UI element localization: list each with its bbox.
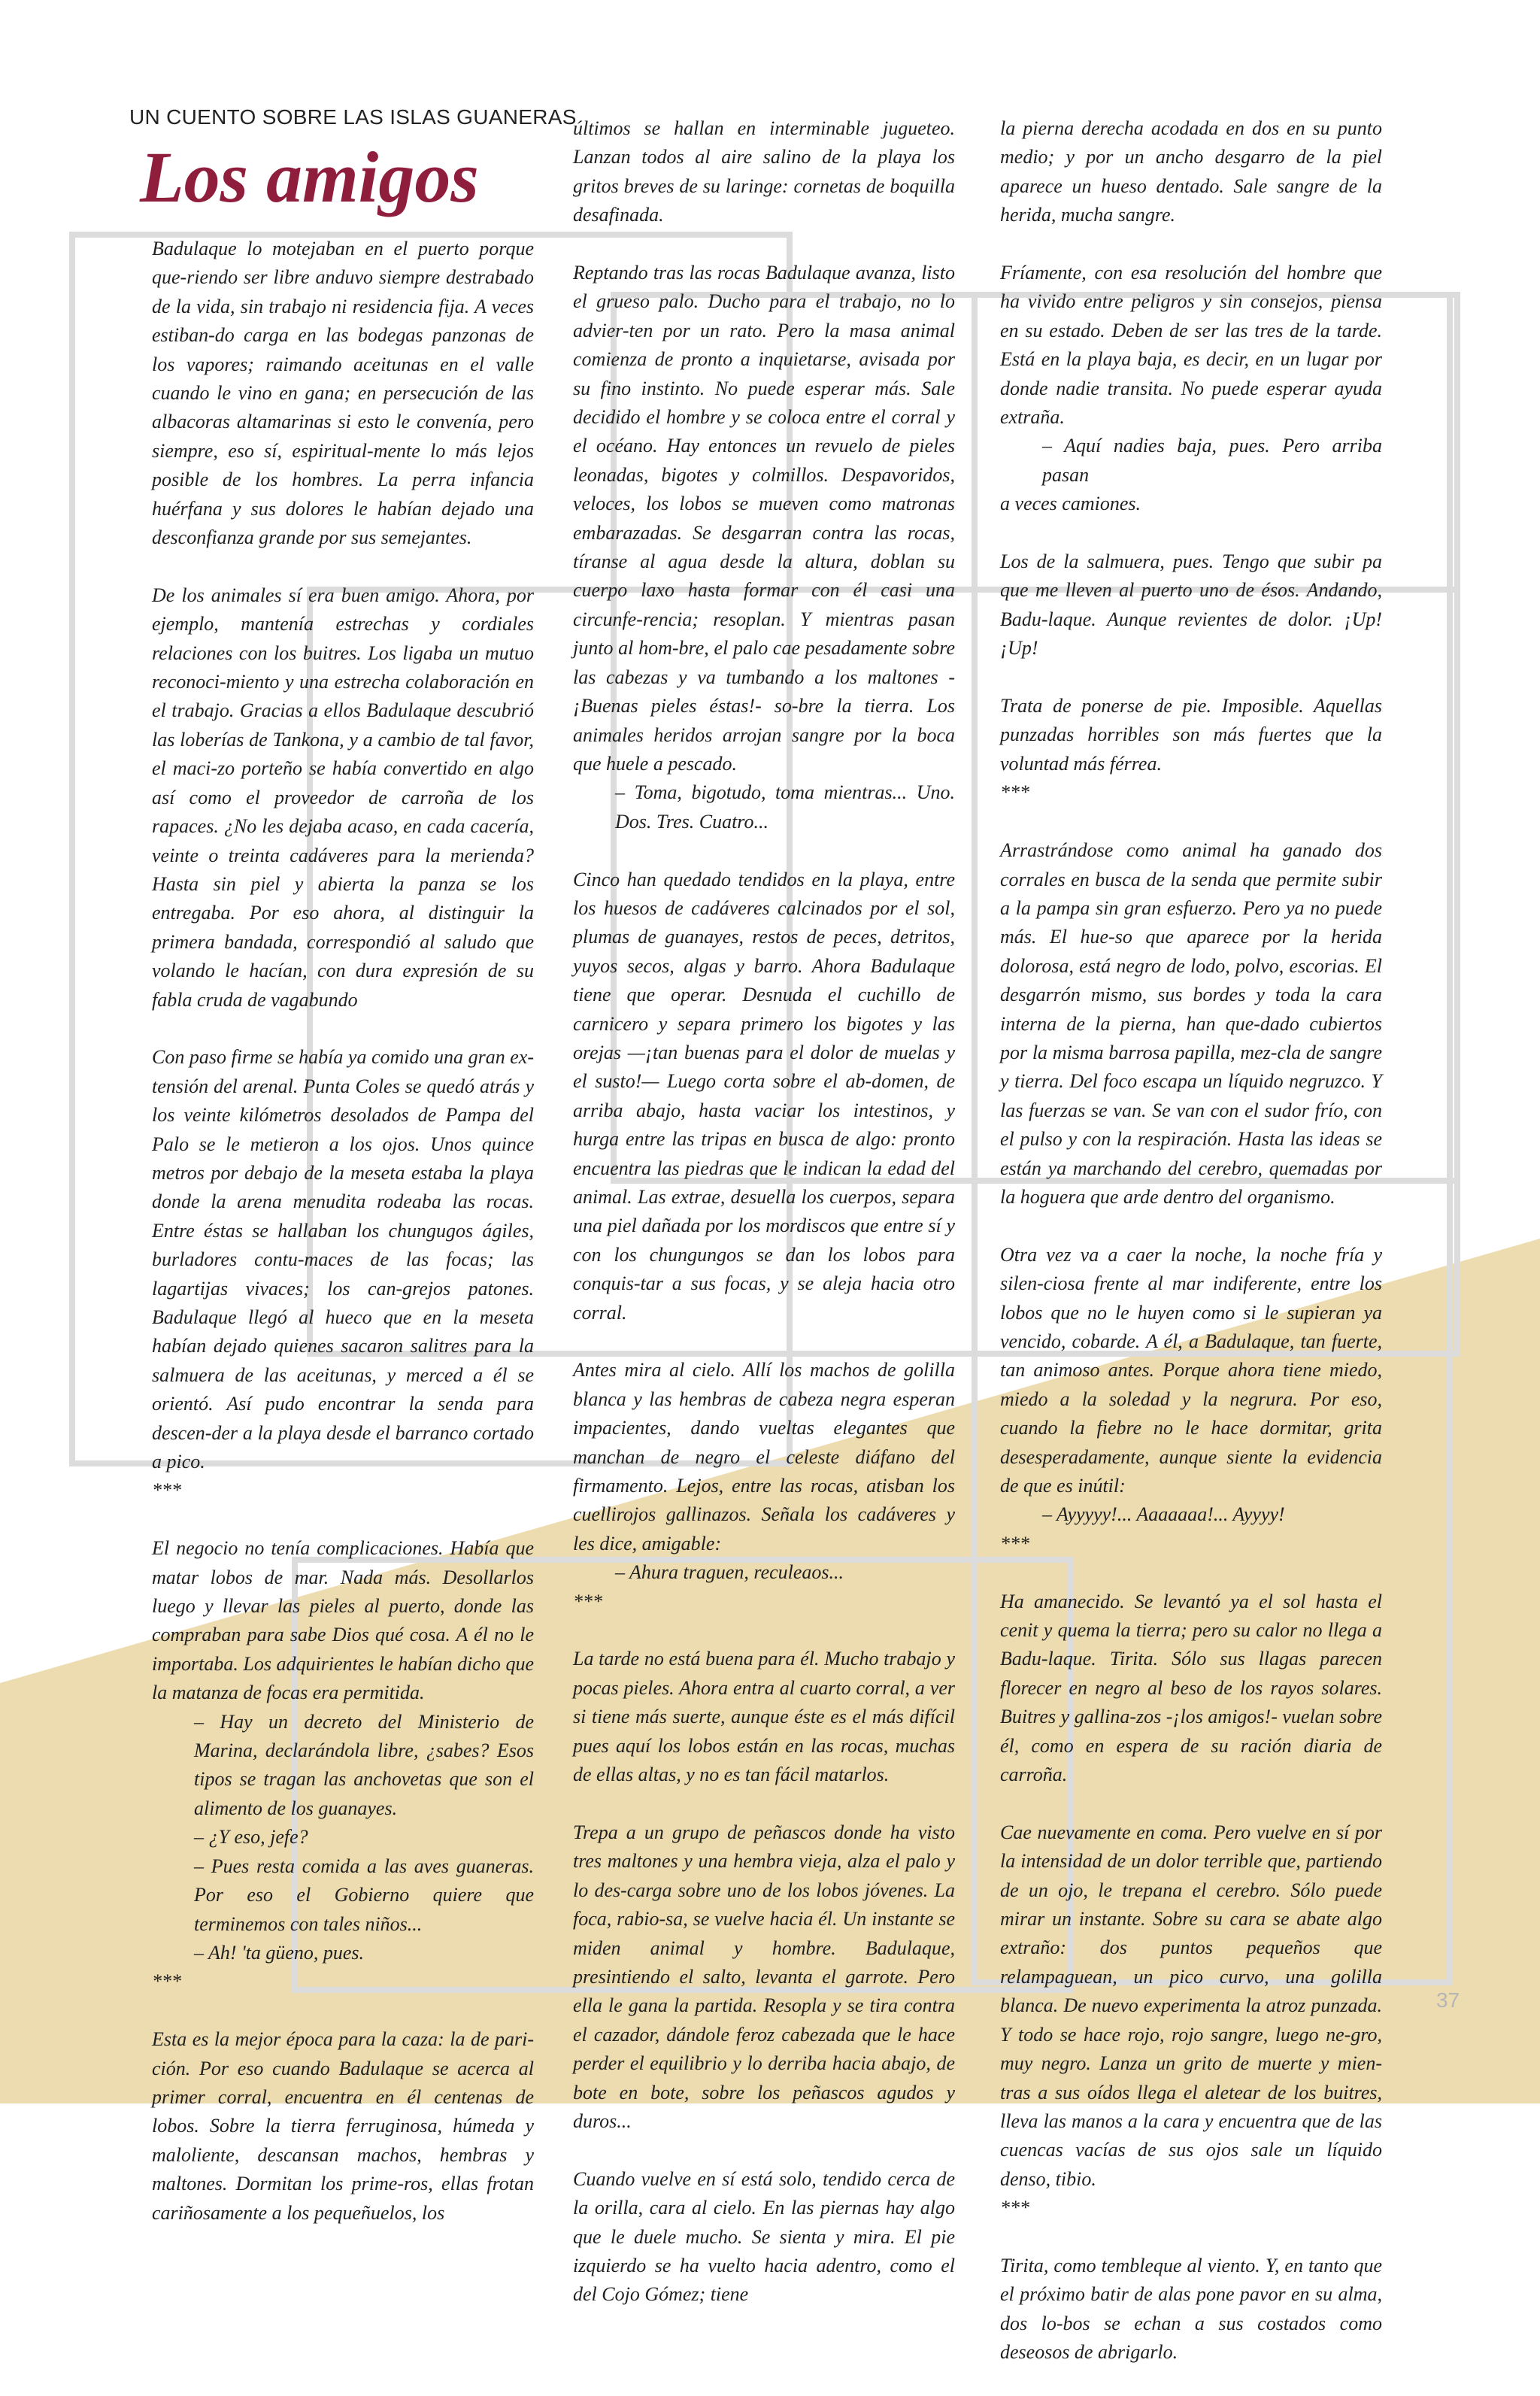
paragraph-text: Trata de ponerse de pie. Imposible. Aquellas punzadas horribles son más fuertes que la voluntad más férrea. (1000, 695, 1382, 775)
paragraph-text: Esta es la mejor época para la caza: la de pari-ción. Por eso cuando Badulaque se acerca al primer corral, encuentra en él centenas de lobos. Sobre la tierra ferruginosa, húmeda y maloliente, descansan machos, hembras y maltones. Dormitan los prime-ros, ellas frotan cariñosamente a los pequeñuelos, los (152, 2028, 534, 2224)
paragraph (573, 259, 955, 836)
paragraph (152, 1534, 534, 1997)
paragraph (1000, 1588, 1382, 1790)
paragraph-text: Con paso firme se había ya comido una gran ex-tensión del arenal. Punta Coles se quedó atrás y los veinte kilómetros desolados de Pampa del Palo se le metieron a los ojos. Unos quince metros por debajo de la meseta estaba la playa donde la arena menudita rodeaba las rocas. Entre éstas se hallaban los chungugos ágiles, burladores contu-maces de las focas; las lagartijas vivaces; los can-grejos patones. Badulaque llegó al hueco que en la meseta habían dejado quienes sacaron salitres para la salmuera de las aceitunas, y merced a él se orientó. Así pudo encontrar la senda para descen-der a la playa desde el barranco cortado a pico. (152, 1046, 534, 1473)
page-number: 37 (1436, 1988, 1460, 2012)
paragraph (152, 2025, 534, 2228)
text-column-1 (152, 235, 534, 2256)
dialogue-line: – ¿Y eso, jefe? (194, 1826, 308, 1849)
paragraph-text: Los de la salmuera, pues. Tengo que subir pa que me lleven al puerto uno de ésos. Andando, Badu-laque. Aunque revientes de dolor. ¡Up! ¡Up! (1000, 550, 1382, 660)
paragraph (1000, 1241, 1382, 1558)
section-break: *** (573, 1590, 602, 1612)
paragraph (573, 2165, 955, 2310)
paragraph (1000, 547, 1382, 663)
paragraph (152, 1043, 534, 1506)
dialogue-line: – Ayyyyy!... Aaaaaaa!... Ayyyy! (1042, 1503, 1285, 1526)
section-break: *** (152, 1970, 181, 1993)
paragraph (1000, 1818, 1382, 2223)
paragraph-text: Fríamente, con esa resolución del hombre que ha vivido entre peligros y sin consejos, piensa en su estado. Deben de ser las tres de la tarde. Está en la playa baja, es decir, en un lugar por donde nadie transita. No puede esperar ayuda extraña. (1000, 262, 1382, 429)
paragraph-text: a veces camiones. (1000, 493, 1141, 515)
section-break: *** (1000, 1532, 1029, 1554)
paragraph (152, 581, 534, 1015)
dialogue-line: – Ah! 'ta güeno, pues. (194, 1941, 365, 1964)
section-break: *** (152, 1479, 181, 1502)
paragraph-text: Cae nuevamente en coma. Pero vuelve en sí por la intensidad de un dolor terrible que, partiendo de un ojo, le trepana el cerebro. Sólo puede mirar un instante. Sobre su cara se abate algo extraño: dos puntos pequeños que relampaguean, un pico curvo, una golilla blanca. De nuevo experimenta la atroz punzada. Y todo se hace rojo, rojo sangre, luego ne-gro, muy negro. Lanza un grito de muerte y mien-tras a sus oídos llega el aletear de los buitres, lleva las manos a la cara y encuentra que de las cuencas vacías de sus ojos sale un líquido denso, tibio. (1000, 1821, 1382, 2190)
paragraph (573, 1818, 955, 2136)
paragraph (573, 114, 955, 230)
paragraph (573, 1356, 955, 1616)
text-column-3 (1000, 114, 1382, 2396)
paragraph-text: Reptando tras las rocas Badulaque avanza, listo el grueso palo. Ducho para el trabajo, no lo advier-ten por un rato. Pero la masa animal comienza de pronto a inquietarse, avisada por su fino instinto. No puede esperar más. Sale decidido el hombre y se coloca entre el corral y el océano. Hay entonces un revuelo de pieles leonadas, bigotes y colmillos. Despavoridos, veloces, los lobos se mueven como matronas embarazadas. Se desgarran contra las rocas, tíranse al agua desde la altura, doblan su cuerpo laxo hasta formar con él casi una circunfe-rencia; resoplan. Y mientras pasan junto al hom-bre, el palo cae pesadamente sobre las cabezas y va tumbando a los maltones -¡Buenas pieles éstas!- so-bre la tierra. Los animales heridos arrojan sangre por la boca que huele a pescado. (573, 262, 955, 775)
paragraph (573, 866, 955, 1328)
paragraph (1000, 259, 1382, 519)
paragraph (1000, 114, 1382, 230)
paragraph-text: Badulaque lo motejaban en el puerto porque que-riendo ser libre anduvo siempre destrabado de la vida, sin trabajo ni residencia fija. A veces estiban-do carga en las bodegas panzonas de los vapores; raimando aceitunas en el valle cuando le vino en gana; en persecución de las albacoras altamarinas si esto le convenía, pero siempre, eso sí, espiritual-mente lo más lejos posible de los hombres. La perra infancia huérfana y sus dolores le habían dejado una desconfianza grande por sus semejantes. (152, 238, 534, 549)
paragraph-text: Otra vez va a caer la noche, la noche fría y silen-ciosa frente al mar indiferente, entre los lobos que no le huyen como si le supieran ya vencido, cobarde. A él, a Badulaque, tan fuerte, tan animoso antes. Porque ahora tiene miedo, miedo a la soledad y la negrura. Por eso, cuando la fiebre no le hace dormitar, grita desesperadamente, aunque siente la evidencia de que es inútil: (1000, 1243, 1382, 1497)
paragraph (1000, 836, 1382, 1212)
dialogue-line: – Aquí nadies baja, pues. Pero arriba pasan (1042, 435, 1382, 486)
dialogue-line: – Hay un decreto del Ministerio de Marina, declarándola libre, ¿sabes? Esos tipos se tragan las anchovetas que son el alimento de los guanayes. (194, 1710, 534, 1819)
paragraph-text: la pierna derecha acodada en dos en su punto medio; y por un ancho desgarro de la piel aparece un hueso dentado. Sale sangre de la herida, mucha sangre. (1000, 117, 1382, 226)
paragraph-text: El negocio no tenía complicaciones. Había que matar lobos de mar. Nada más. Desollarlos luego y llevar las pieles al puerto, donde las compraban para sabe Dios qué cosa. A él no le importaba. Los adquirientes le habían dicho que la matanza de focas era permitida. (152, 1537, 534, 1704)
paragraph (152, 235, 534, 552)
article-kicker: UN CUENTO SOBRE LAS ISLAS GUANERAS (129, 105, 577, 129)
section-break: *** (1000, 781, 1029, 804)
paragraph (573, 1645, 955, 1789)
dialogue-line: – Pues resta comida a las aves guaneras. Por eso el Gobierno quiere que terminemos con tales niños... (194, 1855, 534, 1935)
paragraph-text: Tirita, como tembleque al viento. Y, en tanto que el próximo batir de alas pone pavor en su alma, dos lo-bos se echan a sus costados como deseosos de abrigarlo. (1000, 2254, 1382, 2364)
paragraph (1000, 692, 1382, 808)
paragraph-text: Cuando vuelve en sí está solo, tendido cerca de la orilla, cara al cielo. En las piernas hay algo que le duele mucho. Se sienta y mira. El pie izquierdo se ha vuelto hacia adentro, como el del Cojo Gómez; tiene (573, 2167, 955, 2306)
paragraph-text: La tarde no está buena para él. Mucho trabajo y pocas pieles. Ahora entra al cuarto corral, a ver si tiene más suerte, aunque éste es el más difícil pues aquí los lobos están en las rocas, muchas de ellas altas, y no es tan fácil matarlos. (573, 1648, 955, 1786)
paragraph-text: últimos se hallan en interminable jugueteo. Lanzan todos al aire salino de la playa los gritos breves de su laringe: cornetas de boquilla desafinada. (573, 117, 955, 226)
article-title: Los amigos (140, 137, 479, 217)
paragraph (1000, 2252, 1382, 2367)
section-break: *** (1000, 2197, 1029, 2219)
text-column-2 (573, 114, 955, 2338)
paragraph-text: De los animales sí era buen amigo. Ahora, por ejemplo, mantenía estrechas y cordiales relaciones con los buitres. Los ligaba un mutuo reconoci-miento y una estrecha colaboración en el trabajo. Gracias a ellos Badulaque descubrió las loberías de Tankona, y a cambio de tal favor, el maci-zo porteño se había convertido en algo así como el proveedor de carroña de los rapaces. ¿No les dejaba acaso, en cada cacería, veinte o treinta cadáveres para la merienda? Hasta sin piel y abierta la panza se los entregaba. Por eso ahora, al distinguir la primera bandada, correspondió al saludo que volando le hacían, con dura expresión de su fabla cruda de vagabundo (152, 584, 534, 1011)
paragraph-text: Ha amanecido. Se levantó ya el sol hasta el cenit y quema la tierra; pero su calor no llega a Badu-laque. Tirita. Sólo sus llagas parecen florecer en negro al beso de los rayos solares. Buitres y gallina-zos -¡los amigos!- vuelan sobre él, como en espera de su ración diaria de carroña. (1000, 1590, 1382, 1786)
paragraph-text: Arrastrándose como animal ha ganado dos corrales en busca de la senda que permite subir a la pampa sin gran esfuerzo. Pero ya no puede más. El hue-so que aparece por la herida dolorosa, está negro de lodo, polvo, escorias. El desgarrón mismo, sus bordes y toda la cara interna de la pierna, han que-dado cubiertos por la misma barrosa papilla, mez-cla de sangre y tierra. Del foco escapa un líquido negruzco. Y las fuerzas se van. Se van con el sudor frío, con el pulso y con la respiración. Hasta las ideas se están ya marchando del cerebro, quemadas por la hoguera que arde dentro del organismo. (1000, 839, 1382, 1208)
dialogue-line: – Ahura traguen, reculeaos... (615, 1561, 844, 1584)
paragraph-text: Cinco han quedado tendidos en la playa, entre los huesos de cadáveres calcinados por el sol, plumas de guanayes, restos de peces, detritos, yuyos secos, algas y barro. Ahora Badulaque tiene que operar. Desnuda el cuchillo de carnicero y separa primero los bigotes y las orejas —¡tan buenas para el dolor de muelas y el susto!— Luego corta sobre el ab-domen, de arriba abajo, hasta vaciar los intestinos, y hurga entre las tripas en busca de algo: pronto encuentra las piedras que le indican la edad del animal. Las extrae, desuella los cuerpos, separa una piel dañada por los mordiscos que entre sí y con los chungungos se dan los lobos para conquis-tar a sus focas, y se aleja hacia otro corral. (573, 868, 955, 1324)
paragraph-text: Trepa a un grupo de peñascos donde ha visto tres maltones y una hembra vieja, alza el palo y lo des-carga sobre uno de los lobos jóvenes. La foca, rabio-sa, se vuelve hacia él. Un instante se miden animal y hombre. Badulaque, presintiendo el salto, levanta el garrote. Pero ella le gana la partida. Resopla y se tira contra el cazador, dándole feroz cabezada que le hace perder el equilibrio y lo derriba hacia abajo, de bote en bote, sobre los peñascos agudos y duros... (573, 1821, 955, 2132)
dialogue-line: – Toma, bigotudo, toma mientras... Uno. Dos. Tres. Cuatro... (615, 781, 955, 833)
paragraph-text: Antes mira al cielo. Allí los machos de golilla blanca y las hembras de cabeza negra esperan impacientes, dando vueltas elegantes que manchan de negro el celeste diáfano del firmamento. Lejos, entre las rocas, atisban los cuellirojos gallinazos. Señala los cadáveres y les dice, amigable: (573, 1359, 955, 1554)
